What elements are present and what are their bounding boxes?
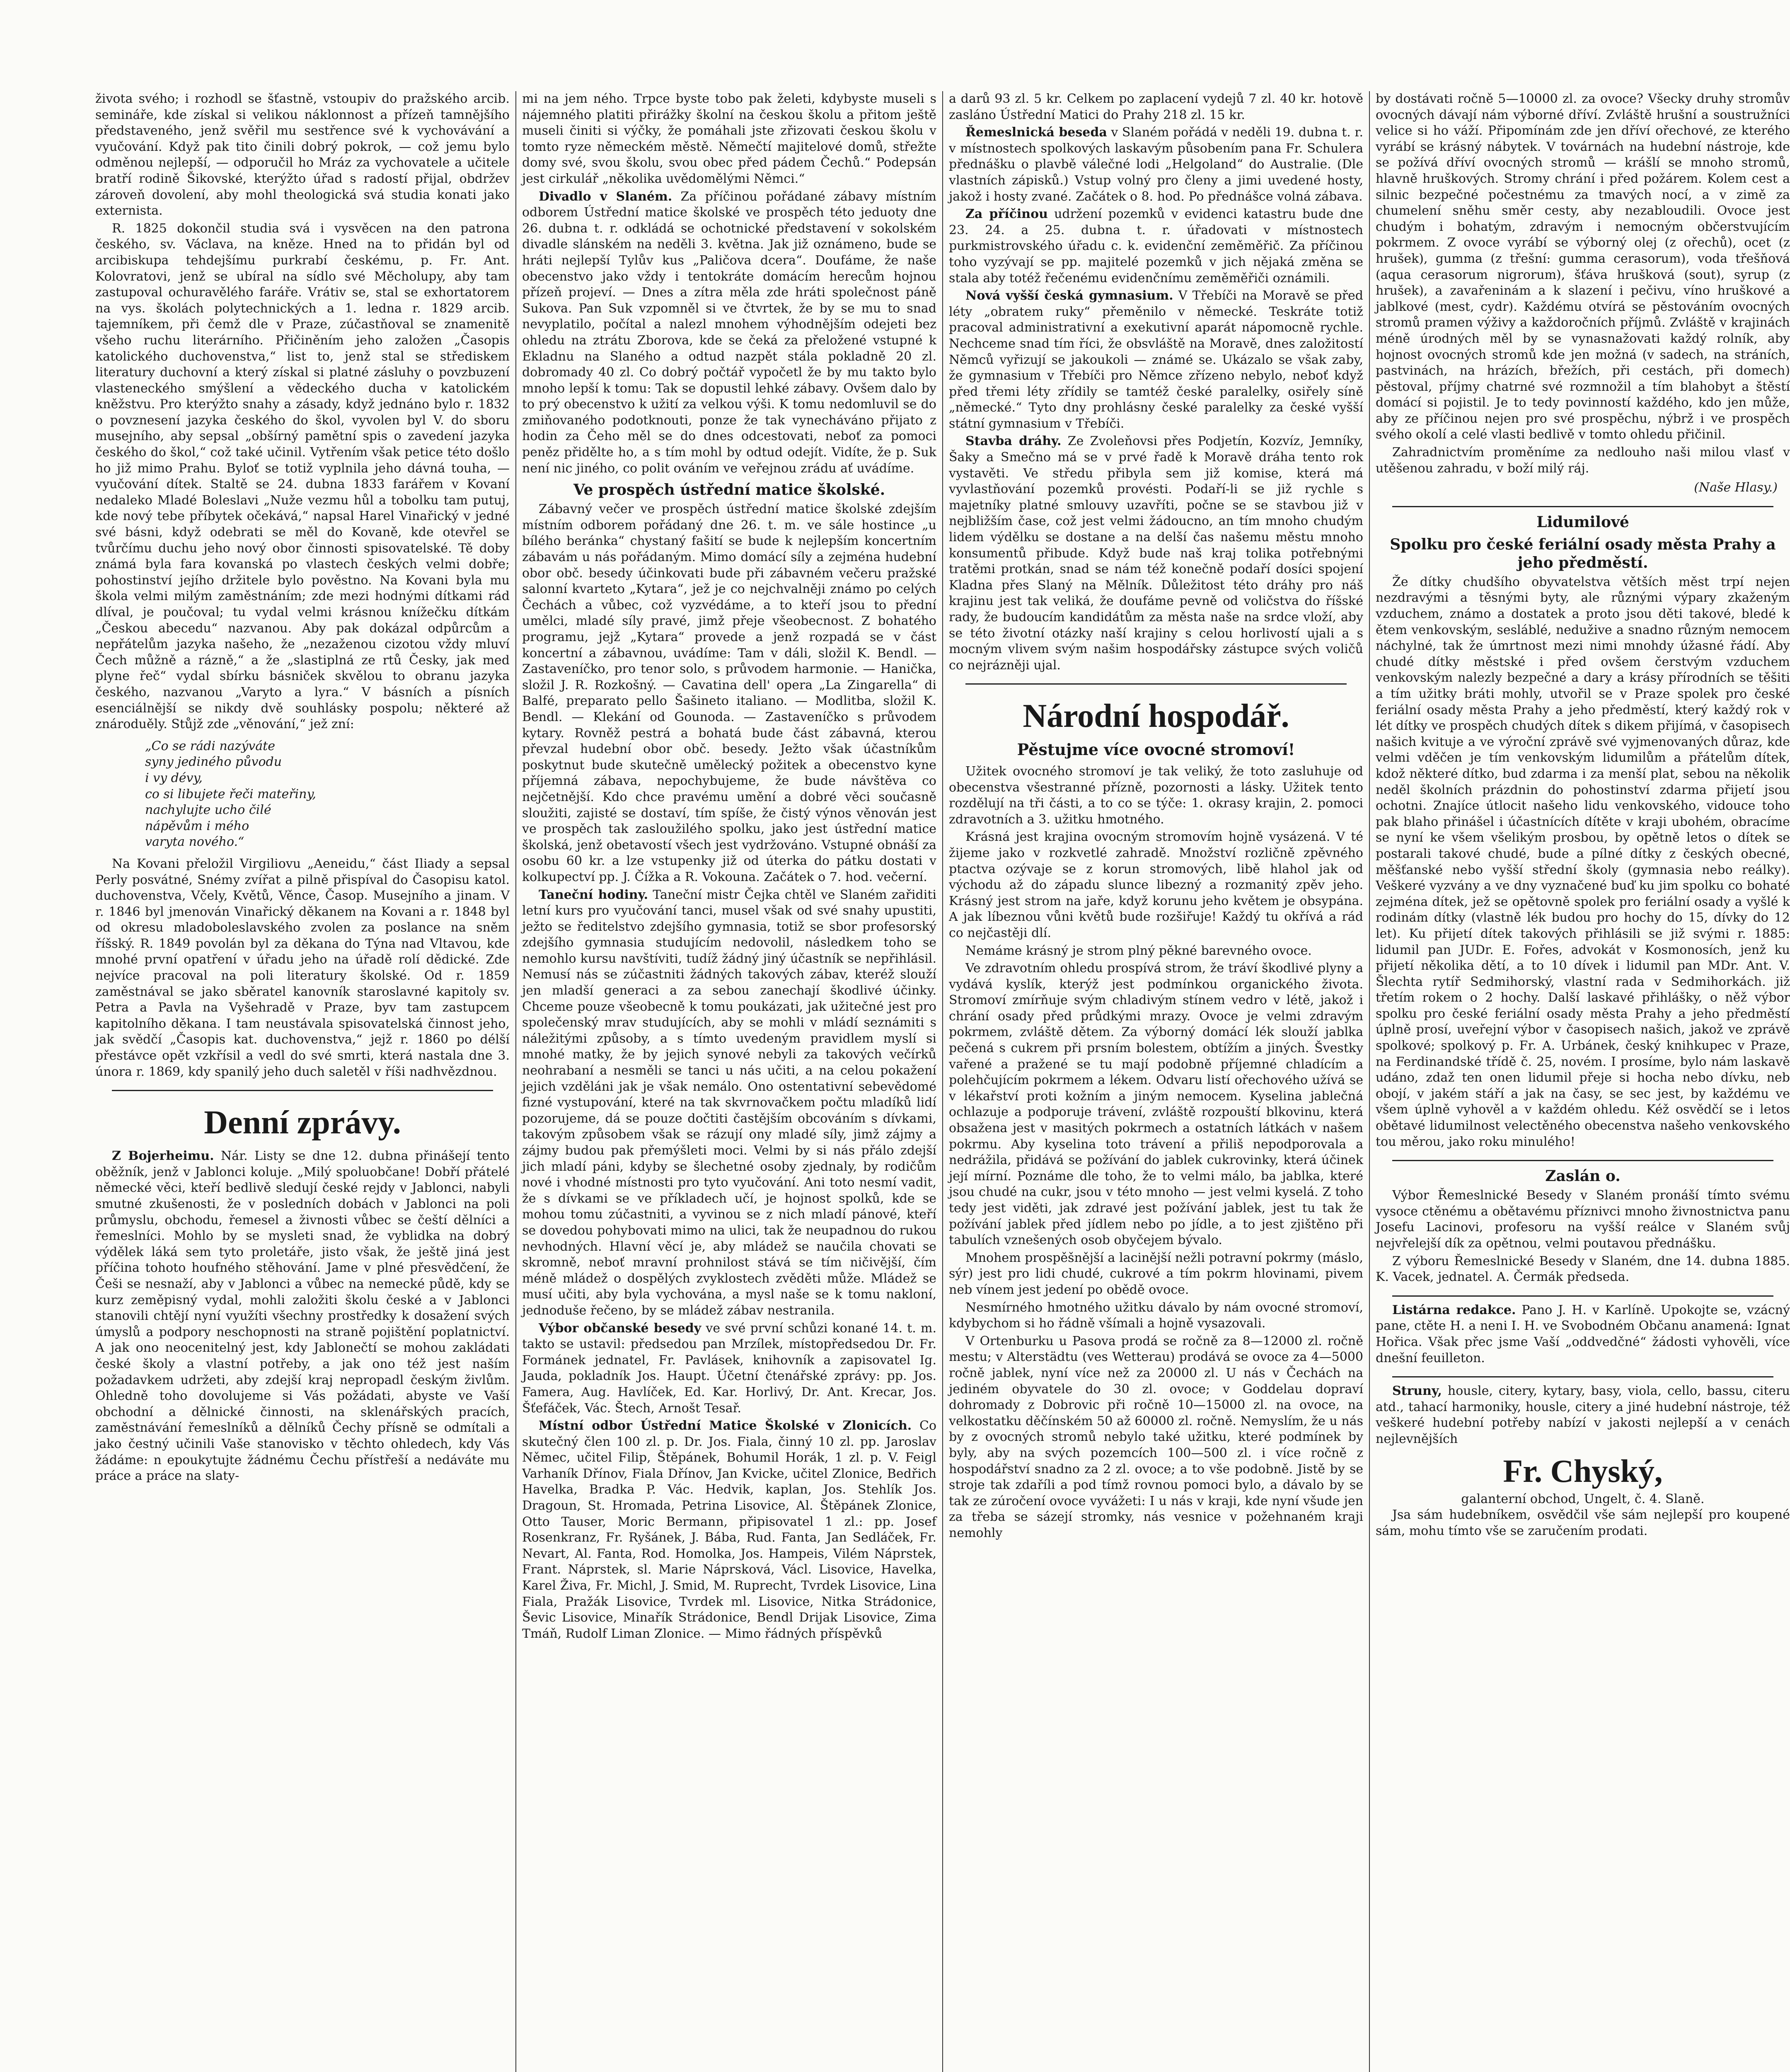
- article-source: (Naše Hlasy.): [1694, 480, 1778, 495]
- item-title: Z Bojerheimu.: [112, 1149, 214, 1164]
- poem-line: nápěvům i mého: [145, 818, 249, 833]
- item-title: Řemeslnická beseda: [965, 125, 1107, 140]
- column-4: [1376, 91, 1790, 2072]
- divider: [1392, 1376, 1773, 1377]
- divider: [965, 683, 1347, 685]
- item-heading: Ve prospěch ústřední matice školské.: [573, 481, 885, 499]
- column-1: [95, 91, 510, 2072]
- poem-line: co si libujete řeči mateřiny,: [145, 787, 316, 801]
- ad-text: housle, citery, kytary, basy, viola, cello, bassu, citeru atd., tahací harmoniky, housle, citery a jiné hudební nástroje, též veškeré hudební potřeby nabízí v jakosti nejlepší a v cenách nejlevnějších: [1376, 1384, 1790, 1446]
- article-text: Mnohem prospěšnější a lacinější nežli potravní pokrmy (máslo, sýr) jest pro lidi chudé, cukrové a tím pokrm hlovinami, pivem neb vínem jest jedení po obědě ovoce.: [949, 1250, 1363, 1297]
- item-text: Pano J. H. v Karlíně. Upokojte se, vzácný pane, ctěte H. a neni I. H. ve Svobodném Občanu anamená: Ignat Hořica. Však přec jsme Vaší „oddvedčné“ žádosti vyhověli, více dnešní feuilleton.: [1376, 1302, 1790, 1365]
- item-text: Taneční mistr Čejka chtěl ve Slaném zařiditi letní kurs pro vyučování tanci, musel však od své snahy upustiti, ježto se ředitelstvo zdejšího gymnasia, totiž se sbor profesorský zdejšího gymnasia studujícím nedovolil, následkem toho se nemohlo kursu navštíviti, tudíž žádný jiný účastník se nepřihlásil. Nemusí nás se zúčastniti žádných takových zábav, kteréž slouží jen mladší generaci a za sebou zanechají škodlivé účinky. Chceme pouze všeobecně k tomu poukázati, jak užitečné jest pro společenský mrav studujících, aby se mohli v mládí seznámiti s náležitými způsoby, a s tímto uvedeným pravidlem myslí si mnohé matky, že by jejich synové nebyli za takových večírků neohrabaní a nesměli se tanci u nás učiti, a na celou pokažení jejich vzděláni jak je však nemálo. Ono ostentativní sebevědomé fizné vystupování, které na tak skvrnovačkem počtu mladíků lidí pozorujeme, dá se pouze dočtiti častějším obcováním s dívkami, takovým způsobem však se rázují ony mladé síly, jimž zájmy a zájmy budou pak přemýšleti moci. Velmi by si nás přálo zdejší jich mladí páni, kdyby se šlechetné osoby zjednaly, by rodičům nové i vhodné místnosti pro tyto vyučování. Ani toto nesmí vadit, že s dívkami se ve příkladech učí, je hojnost spolků, kde se mohou tomu zúčastniti, a vyvinou se z nich mladí pánové, kteří se dovedou pohybovati mimo na ulici, tak že neupadnou do rukou nevhodných. Hlavní věcí je, aby mládež se naučila chovati se skromně, neboť mravní prohnilost stává se tím ničivější, čím méně mládež o dospělých zvyklostech zvěděti může. Mládež se musí učiti, aby byla vychována, a mysl naše se k tomu nakloní, jednoduše řečeno, by se mládež zábav nestranila.: [522, 887, 936, 1318]
- divider: [1392, 1160, 1773, 1161]
- poem-line: nachylujte ucho čilé: [145, 803, 271, 818]
- item-text: Zábavný večer ve prospěch ústřední matice školské zdejším místním odborem pořádaný dne 26. t. m. ve sále hostince „u bílého beránka“ chystaný fašití se bude k nejlepším koncertním zábavám u nás pořádaným. Mimo domácí síly a zejména hudební obor obč. besedy účinkovati bude při zábavném večeru pražské salonní kvarteto „Kytara“, jež je co nejchvalněji známo po celých Čechách a vůbec, což vyzvédáme, a to kteří jsou to přední umělci, mladé síly pravé, jimž přeje všeobecnost. Z bohatého programu, jejž „Kytara“ provede a jenž rozpadá se v část koncertní a zábavnou, uvádíme: Tam v dáli, složil K. Bendl. — Zastaveníčko, pro tenor solo, s průvodem harmonie. — Hanička, složil J. R. Rozkošný. — Cavatina dell' opera „La Zingarella“ di Balfé, preparato pello Šašineto italiano. — Modlitba, složil K. Bendl. — Klekání od Gounoda. — Zastaveníčko s průvodem kytary. Rovněž pestrá a bohatá bude část zábavná, kterou převzal hudební obor obč. besedy. Ježto však účastníkům poskytnut bude skutečně umělecký požitek a obecenstvo kyne příjemná zábava, nepochybujeme, že bude návštěva co nejčetnější. Kdo chce pravému umění a dobré věci současně sloužiti, zajisté se dostaví, tím spíše, že čistý výnos věnován jest ve prospěch tak zasloužilého spolku, jako jest ústřední matice školská, jenž obetavostí všech jest vydržováno. Vstupné obnáší za osobu 60 kr. a lze vstupenky již od úterka do pátku dostati v kolkupectví pp. J. Čížka a R. Vokouna. Začátek o 7. hod. večerní.: [522, 502, 936, 884]
- item-title: Divadlo v Slaném.: [539, 189, 672, 204]
- article-text: Nesmírného hmotného užitku dávalo by nám ovocné stromoví, kdybychom si ho řádně všímali a hojně vysazovali.: [949, 1300, 1363, 1331]
- column-3: [949, 91, 1363, 2072]
- item-title: Za příčinou: [965, 207, 1048, 222]
- poem-line: „Co se rádi nazýváte: [145, 738, 275, 753]
- item-title: Taneční hodiny.: [539, 887, 648, 902]
- item-text: Nár. Listy se dne 12. dubna přinášejí tento oběžník, jenž v Jablonci koluje. „Milý spoluobčane! Dobří přátelé německé věci, kteří bedlivě sledují české rejdy v Jablonci, nabyli smutné zkušenosti, že v posledních dobách v Jablonci na poli průmyslu, obchodu, řemesel a živnosti vůbec se čeští dělníci a řemeslníci. Mohlo by se mysleti snad, že vyblidka na dobrý výdělek láká sem tyto proletáře, jisto však, že ještě jiná jest příčina tohoto houfného stěhování. Jame v plné přesvědčení, že Češi se nesnaží, aby v Jablonci a vůbec na nemecké půdě, kdy se kurz zeměpisný vydal, mohli založiti školu české a v Jablonci stanovili chtějí nyní využíti všechny prostředky k dosažení svých úmyslů a podpory neschopnosti na straně pojištění poplatnictví. A jak ono neocenitelný jest, kdy Jablonečtí se mohou zakládati české školy a vlastní potřeby, a jak ono též jest naším požadavkem udržeti, aby zdejší kraj nepropadl českým živlům. Ohledně toho dovolujeme si Vás požádati, abyste ve Vaší obchodní a dělnické činnosti, na sklenářských pracích, zaměstnávání řemeslníků a dělníků Čechy přísně se odmítali a jako čestný učinili Vaše stanovisko v těchto ohledech, kdy Vás žádáme: n epoukytujte žádnému Čechu přístřeší a nedáváte mu práce a práce na slaty-: [95, 1149, 510, 1484]
- section-heading-denni-zpravy: Denní zprávy.: [204, 1104, 401, 1141]
- item-title: Stavba dráhy.: [965, 434, 1062, 449]
- poem: [145, 738, 510, 850]
- item-text: Co skutečný člen 100 zl. p. Dr. Jos. Fiala, činný 10 zl. pp. Jaroslav Němec, učitel Filip, Štěpánek, Bohumil Horák, 1 zl. p. V. Feigl Varhaník Dřínov, Fiala Dřínov, Jan Kvicke, učitel Zlonice, Bedřich Havelka, Bradka P. Vác. Hedvik, kaplan, Jos. Stehlík Jos. Dragoun, St. Hromada, Petrina Lisovice, Al. Štěpánek Zlonice, Otto Tauser, Moric Bermann, připisovatel 1 zl.: pp. Josef Rosenkranz, Fr. Ryšánek, J. Bába, Rud. Fanta, Jan Sedláček, Fr. Nevart, Al. Fanta, Rod. Homolka, Jos. Hampeis, Vilém Náprstek, Frant. Náprstek, sl. Marie Náprsková, Václ. Lisovice, Havelka, Karel Živa, Fr. Michl, J. Smid, M. Ruprecht, Tvrdek Lisovice, Lina Fiala, Pražák Lisovice, Tvrdek ml. Lisovice, Nitka Strádonice, Ševic Lisovice, Minařík Strádonice, Bendl Drijak Lisovice, Zima Tmáň, Rudolf Liman Zlonice. — Mimo řádných příspěvků: [522, 1418, 936, 1641]
- poem-line: syny jediného původu: [145, 755, 282, 770]
- article-vinaricky-part3: Na Kovani přeložil Virgiliovu „Aeneidu,“ část Iliady a sepsal Perly posvátné, Snémy zvířat a pilně přispíval do Časopisu katol. duchovenstva, Včely, Květů, Věnce, Časop. Musejního a jinam. V r. 1846 byl jmenován Vinařický děkanem na Kovani a r. 1848 byl od okresu mladoboleslavského zvolen za poslance na sněm říšský. R. 1849 povolán byl za děkana do Týna nad Vltavou, kde mnohé první opatření v úřadu jeho na úřadě rolí dědické. Zde nejvíce pracoval na poli literatury školské. Od r. 1859 zaměstnával se jako sběratel kanovník staroslavné kapitoly sv. Petra a Pavla na Vyšehradě v Praze, byv tam zastupcem kapitolního děkana. I tam neustávala spisovatelská činnost jeho, jak svědčí „Časopis kat. duchovenstva,“ jejž r. 1860 po délší přestávce opět vzkřísil a vedl do své smrti, která nastala dne 3. února r. 1869, kdy spanilý jeho duch saletěl v říši nadhvězdnou.: [95, 856, 510, 1079]
- divider: [112, 1090, 493, 1091]
- item-heading: Lidumilové: [1536, 513, 1629, 531]
- article-text: Zahradnictvím proměníme za nedlouho naši milou vlasť v utěšenou zahradu, v boží milý ráj.: [1376, 445, 1790, 476]
- item-heading: Spolku pro české feriální osady města Prahy a jeho předměstí.: [1390, 535, 1776, 571]
- column-2: [522, 91, 936, 2072]
- article-subheading: Pěstujme více ovocné stromoví!: [1017, 740, 1295, 759]
- advertiser-address: galanterní obchod, Ungelt, č. 4. Slaně.: [1461, 1491, 1705, 1506]
- section-heading-narodni-hospodar: Národní hospodář.: [1023, 698, 1289, 735]
- item-heading: Zaslán o.: [1545, 1167, 1621, 1185]
- article-text: V Ortenburku u Pasova prodá se ročně za 8—12000 zl. ročně mestu; v Alterstädtu (ves Wetterau) prodává se ovoce za 4—5000 ročně jablek, nyní více než za 20000 zl. U nás v Čechách na jediném obyvatele do 30 zl. ovoce; v Goddelau dopraví dohromady z Dobrovic při ročně 10—15000 zl. na ovoce, na velkostatku děčínském 50 až 60000 zl. ročně. Nemyslím, že u nás by z ovocných stromů nebylo také užitku, které podmínek by byly, aby na svých pozemcích 100—500 zl. i více ročně z hospodářství snadno za 2 zl. ovoce; a to vše podobně. Jistě by se stroje tak zdaříli a pod tímž rovnou pomoci bylo, a dávalo by se tak ze zúročení ovoce vyvážeti: I u nás v kraji, kde nyní všude jen za třeba se sázejí stromky, nás vesnice v požehnaném kraji nemohly: [949, 1334, 1363, 1540]
- article-text: Z výboru Řemeslnické Besedy v Slaném, dne 14. dubna 1885. K. Vacek, jednatel. A. Čermák předseda.: [1376, 1254, 1790, 1285]
- item-title: Výbor občanské besedy: [539, 1321, 701, 1336]
- article-text: Krásná jest krajina ovocným stromovím hojně vysázená. V té žijeme jako v rozkvetlé zahradě. Množství rozličně zpěvného ptactva ozývaje se z korun stromových, libě hlahol jak od východu až do západu slunce libezný a rozmanitý zpěv jeho. Krásný jest strom na jaře, když korunu jeho květem je obsypána. A jak líbeznou vůni květů bude rozšiřuje! Každý tu okřívá a rád co nejčastěji dlí.: [949, 830, 1363, 940]
- divider: [1392, 506, 1773, 507]
- poem-line: i vy dévy,: [145, 770, 203, 785]
- item-text: Ze Zvoleňovsi přes Podjetín, Kozvíz, Jemníky, Šaky a Smečno má se v prvé řadě k Moravě dráha tento rok vystavěti. Ve středu přibyla sem již komise, která má vyvlastňování pozemků provésti. Podaří-li se již rychle s majetníky platné smlouvy uzavříti, počne se se stavbou již v nejbližším čase, což jest velmi žádoucno, an tím mnoho chudým lidem výdělku se dostane a na delší čas našemu městu mnoho konsumentů přibude. Když bude naš kraj tolika potřebnými tratěmi protkán, snad se nám též konečně podaří dosíci spojení Kladna přes Slaný na Mělník. Důležitost této dráhy pro náš krajinu jest tak veliká, že doufáme pevně od voličstva do říšské rady, že budoucím kandidátům za města naše na srdce vloží, aby se této životní otázky naší krajiny s celou horlivostí ujali a s mocným vlivem svým našim hospodářsky zástupce svých voličů co nejrázněji ujal.: [949, 434, 1363, 673]
- ad-title: Struny,: [1392, 1384, 1442, 1399]
- columns: [95, 91, 1790, 2072]
- item-title: Listárna redakce.: [1392, 1302, 1516, 1317]
- item-text: ve své první schůzi konané 14. t. m. takto se ustavil: předsedou pan Mrzílek, místopředsedou Dr. Fr. Formánek jednatel, Fr. Pavlásek, knihovník a zapisovatel Ig. Jauda, pokladník Jos. Haupt. Účetní čtenářské zprávy: pp. Jos. Famera, Aug. Havlíček, Ed. Kar. Horlivý, Dr. Ant. Krecar, Jos. Šťefáček, Vác. Štech, Arnošt Tesař.: [522, 1321, 936, 1416]
- article-text: Výbor Řemeslnické Besedy v Slaném pronáší tímto svému vysoce ctěnému a obětavému příznivci mnoho živnostnictva panu Josefu Lacinovi, profesoru na vyšší reálce v Slaném svůj nejvřelejší dík za opětnou, velmi poutavou přednášku.: [1376, 1188, 1790, 1251]
- item-text: V Třebíči na Moravě se před léty „obratem ruky“ přeměnilo v německé. Teskráte totiž pracoval administrativní a exekutivní aparát nápomocně rychle. Nechceme snad tím říci, že obsvláště na Moravě, dnes založitostí Němců vyřizují se jakoukoli — známé se. Ukázalo se však zaby, že gymnasium v Třebíči pro Němce zřízeno nebylo, neboť když před třemi léty zřídily se tamtéž české paralelky, osiřely síně „německé.“ Tyto dny prohlásny české paralelky za české vyšší státní gymnasium v Třebíči.: [949, 288, 1363, 431]
- article-text: Ve zdravotním ohledu prospívá strom, že tráví škodlivé plyny a vydává kyslík, kterýž jest podmínkou organického života. Stromoví zmírňuje svým chladivým stínem vedro v létě, jakož i chrání osady před průdkými mrazy. Ovoce je velmi zdravým pokrmem, zvláště dětem. Za výborný domácí lék slouží jablka pečená s cukrem při prsním bolestem, obtížím a jiných. Švestky vařené a pražené se tu mají podobně příjemné chladícím a polehčujícím pokrmem a lékem. Odvaru listí ořechového užívá se v lékařství proti kožním a jiným nemocem. Kyselina jablečná ochlazuje a podporuje trávení, zvláště rozpouští blkovinu, která obsažena jest v masitých pokrmech a ostatních látkách v našem pokrmu. Aby kyselina toto trávení a přiliš nepodporovala a nedrážila, přidává se požívání do jablek cukrovinky, která účinek její mírní. Poznáme dle toho, že to velmi málo, ba jablka, které jsou chudé na cukr, jsou v této mnoho — jest velmi kyselá. Z toho tedy jest viděti, jak zdravé jest požívání jablek, jest tu tak že požívání jablek před jídlem nebo po jídle, a to jest zjištěno při tabulích vznešených osob obyčejem bývalo.: [949, 961, 1363, 1248]
- article-vinaricky-part1: života svého; i rozhodl se šťastně, vstoupiv do pražského arcib. semináře, kde získal si velikou náklonnost a přízeň tamnějšího představeného, jenž svěřil mu sestřence své k vychovávání a vyučování. Když pak tito činili dobrý pokrok, — což jemu bylo odměnou nejlepší, — odporučil ho Mráz za vychovatele a učitele bratří rodině Šikovské, kterýžto úřad s radostí přijal, obdržev zároveň dovolení, aby mohl theologická svá studia konati jako externista.: [95, 92, 510, 218]
- article-text: by dostávati ročně 5—10000 zl. za ovoce? Všecky druhy stromův ovocných dávají nám výborné dříví. Zvláště hrušní a soustružníci velice si ho váží. Připomínám zde jen dříví ořechové, ze kterého vyrábí se krásný nábytek. V továrnách na hudební nástroje, kde se požívá dříví ovocných stromů — krášlí se mnoho stromů, hlavně hruškových. Stromy chrání i před požárem. Kolem cest a silnic bezpečné počestnému za tmavých nocí, a v zimě za chumelení sněhu směr cesty, aby nezabloudili. Ovoce jest chudým i bohatým, zdravým i nemocným občerstvujícím pokrmem. Z ovoce vyrábí se výborný olej (z ořechů), ocet (z hrušek), gumma (z třešní: gumma cerasorum), voda třešňová (aqua cerasorum nigrorum), šťáva hrušková (sout), syrup (z hrušek), a zavařeninám a k slazení i pečivu, víno hruškové a jablkové (mest, cydr). Každému otvírá se pěstováním ovocných stromů pramen výživy a každoročních příjmů. Zvláště v krajinách méně úrodných měl by se vynasnažovati každý rolník, aby hojnost ovocných stromů kde jen možná (v sadech, na stráních, pastvinách, na hrázích, břežích, při cestách, při domech) pěstoval, příjmy chatrné své rozmnožil a tím blahobyt a štěstí domácí si pojistil. Je to tedy povinností každého, kdo jen může, aby ze příčinou nejen pro své prospěchu, nýbrž i ve prospěch svého okolí a celé vlasti bedlivě v tomto ohledu přičinil.: [1376, 92, 1790, 442]
- item-text: v Slaném pořádá v neděli 19. dubna t. r. v místnostech spolkových laskavým působením pana Fr. Schulera přednášku o plavbě válečné lodi „Helgoland“ do Australie. (Dle vlastních zápisků.) Vstup volný pro členy a jimi uvedené hosty, jakož i hosty zvané. Začátek o 8. hod. Po přednášce volná zábava.: [949, 125, 1363, 204]
- divider: [1392, 1295, 1773, 1297]
- ad-text: Jsa sám hudebníkem, osvědčil vše sám nejlepší pro koupené sám, mohu tímto vše se zaručením prodati.: [1376, 1508, 1790, 1538]
- article-text: mi na jem ného. Trpce byste tobo pak želeti, kdybyste museli s nájemného platiti přirážky školní na českou školu a přitom ještě museli činiti si výčky, že pomáhali jste zřizovati českou školu v tomto ryze německém městě. Němečtí majitelové domů, střežte domy své, svou školu, svou obec před pádem Čechů.“ Podepsán jest cirkulář „několika uvědomělými Němci.“: [522, 92, 936, 186]
- poem-line: varyta nového.“: [145, 835, 244, 850]
- article-vinaricky-part2: R. 1825 dokončil studia svá i vysvěcen na den patrona českého, sv. Václava, na kněze. Hned na to přidán byl od arcibiskupa tehdejšímu purkrabí českému, p. Fr. Ant. Kolovratovi, jenž se ubíral na sídlo své Měcholupy, aby tam zastupoval ochuravělého faráře. Vrátiv se, stal se exhortatorem na vys. školách polytechnických a 1. ledna r. 1829 arcib. tajemníkem, při čemž dle v Praze, zúčastňoval se znamenitě všeho ruchu literárního. Přičiněním jeho založen „Časopis katolického duchovenstva,“ list to, jenž stal se střediskem literatury duchovní a který získal si platné zásluhy o povzbuzení vlasteneckého smýšlení a vědeckého ducha v katolickém kněžstvu. Pro kterýžto snahy a zásady, když jednáno bylo r. 1832 o povznesení jazyka českého do škol, vyvolen byl V. do sboru musejního, aby sepsal „obšírný pamětní spis o zavedení jazyka českého do škol,“ což také učinil. Vytřením však petice této došlo ho již mimo Prahu. Byloť se totiž vyplnila jeho dávná touha, — vyučování dítek. Staltě se 24. dubna 1833 farářem v Kovaní nedaleko Mladé Boleslavi „Nuže vezmu hůl a tobolku tam putuj, kde nový tebe příbytek očekává,“ napsal Harel Vinařický v jedné své básni, když odebrati se měl do Kovaně, kde otevřel se tvůrčímu duchu jeho nový obor činnosti spisovatelské. Tě doby známá byla fara kovanská po vlastech českých velmi dobře; pohostinství jejího držitele bylo pověstno. Na Kovani byla mu škola velmi milým zaměstnáním; zde mezi hodnými dítkami rád dlíval, je poučoval; tu vydal velmi krásnou knížečku dítkám „Českou abecedu“ nazvanou. Aby pak dokázal odpůrcům a nepřátelům jazyka našeho, že „nezaženou cizotou vždy mluví Čech můžně a rázně,“ a že „slastiplná ze rtů Česky, jak med plyne řeč“ vydal sbírku básniček skvělou to obranu jazyka českého, nazvanou „Varyto a lyra.“ V básních a písních esenciálnější se nikdy dvě souhlásky pospolu; některé až znároduěly. Stůjž zde „věnování,“ jež zní:: [95, 221, 510, 732]
- item-title: Místní odbor Ústřední Matice Školské v Zlonicích.: [539, 1418, 912, 1433]
- article-text: Užitek ovocného stromoví je tak veliký, že toto zasluhuje od obecenstva všestranné přízně, pozornosti a lásky. Užitek tento rozdělují na tři části, a to co se týče: 1. okrasy krajin, 2. pomoci zdravotních a 3. užitku hmotného.: [949, 764, 1363, 827]
- article-text: Nemáme krásný je strom plný pěkné barevného ovoce.: [965, 943, 1312, 958]
- item-text: udržení pozemků v evidenci katastru bude dne 23. 24. a 25. dubna t. r. úřadovati v místnostech purkmistrovského úřadu c. k. evidenční zeměměřič. Za příčinou toho vyzývají se pp. majitelé pozemků v jich nějaká změna se stala aby totéž řečenému evidenčnímu zeměměřiči oznámili.: [949, 207, 1363, 286]
- article-text: Že dítky chudšího obyvatelstva větších měst trpí nejen nezdravými a těsnými byty, ale různými výpary zkaženým vzduchem, známo a dostatek a proto jsou děti takové, bledé k ětem venkovským, sesláblé, nedužive a snadno různým nemocem náchylné, tak že úmrtnost mezi nimi mnohdy úžasné řádí. Aby chudé dítky městské i před ovšem čerstvým vzduchem venkovským nalezly bezpečné a dary a krásy přírodních se těšiti a tím užitky bráti mohly, utvořil se v Praze spolek pro české feriální osady města Prahy a jeho předměstí, který každý rok v lét dítky ve prospěch chudých dítek s dikem přijímá, v časopisech našich kvituje a ve výroční zprávě své vyjmenovaných důraz, kde velmi vděčen je tím venkovským lidumilům a přátelům dítek, kdož některé dítko, bud zdarma i za menší plat, sebou na několik neděl školních prázdnin do pohostinství zdarma přijetí jsou ochotni. Znajíce útlocit našeho lidu venkovského, vidouce toho pak blaho přinášel i účastnících dítěte v kraji ubohém, obracíme se nyní ke všem všelikým prosbou, by opětně letos o dítek se postarali takové chudé, bude a pílné dítky z českých obecné, měšťanské nebo vyšší střední školy (gymnasia nebo reálky). Veškeré vyzvány a ve dny vyznačené buď ku jim spolku co bohaté zejména dítek, jež se opětovně spolek pro feriální osady a vyšlé k rodinám dítky (vlastně lék budou pro hochy do 15, dívky do 12 let). Ku přijetí dítek takových přihlásili se již svými r. 1885: lidumil pan JUDr. E. Fořes, advokát v Kosmonosích, jenž ku přijetí několika dětí, a to 10 dívek i lidumil pan MDr. Ant. V. Šlechta rytíř Sedmihorský, vlastní rada v Sedmihorkách. již třetím rokem o 2 hochy. Další laskavé přihlášky, o něž výbor spolku pro české feriální osady města Prahy a jeho předměstí úplně prosí, uveřejní výbor v časopisech našich, jakož ve zprávě spolkové; spolkový p. Fr. A. Urbánek, český knihkupec v Praze, na Ferdinandské třídě č. 25, novém. I prosíme, bylo nám laskavě udáno, zdaž ten onen lidumil přeje si hocha nebo dívku, neb obojí, v jakém stáří a jak na časy, se sec jest, by každému ve všem úplně vyhověl a v každém ohledu. Kéž osvědčí se i letos obětavé lidumilnost velectěného obecenstva našeho venkovského tou měrou, jako roku minulého!: [1376, 574, 1790, 1149]
- item-title: Nová vyšší česká gymnasium.: [965, 288, 1173, 303]
- advertiser-name: Fr. Chyský,: [1503, 1452, 1663, 1489]
- article-text: a darů 93 zl. 5 kr. Celkem po zaplacení vydejů 7 zl. 40 kr. hotově zasláno Ústřední Matici do Prahy 218 zl. 15 kr.: [949, 92, 1363, 122]
- item-text: Za příčinou pořádané zábavy místním odborem Ústřední matice školské ve prospěch této jeduoty dne 26. dubna t. r. odkládá se ochotnické představení v sokolském divadle slánském na neděli 3. května. Jak již oznámeno, bude se hráti nejlepší Tylův kus „Paličova dcera“. Doufáme, že naše obecenstvo jako vždy i tentokráte domácím herecům hojnou přízeň projeví. — Dnes a zítra měla zde hráti společnost páně Sukova. Pan Suk vzpomněl si ve čtvrtek, že by se mu to snad nevyplatilo, počítal a nalezl mnohem výhodnějším odejeti bez ohledu na ztrátu Zborova, kde se čeká za přeložené vstupné k Ekladnu na Slaného a odtud nazpět stála pokladně 20 zl. dobromady 40 zl. Co dobrý počtář vypočetl že by mu takto bylo mnoho lepší k tomu: Tak se dopustil lehké zábavy. Ovšem dalo by to prý obecenstvo k užití za velkou výši. K tomu nedomluvil se do zmiňovaného podotknouti, ponze že tak vynecháváno přijato z hodin za Čeho měl se do dnes odcestovati, neboť za pomoci peněz přidělte ho, a s tím mohl by odtud odejít. Vidíte, že p. Suk není nic jiného, co polit ováním ve veřejnou zrádu ať uvádíme.: [522, 189, 937, 476]
